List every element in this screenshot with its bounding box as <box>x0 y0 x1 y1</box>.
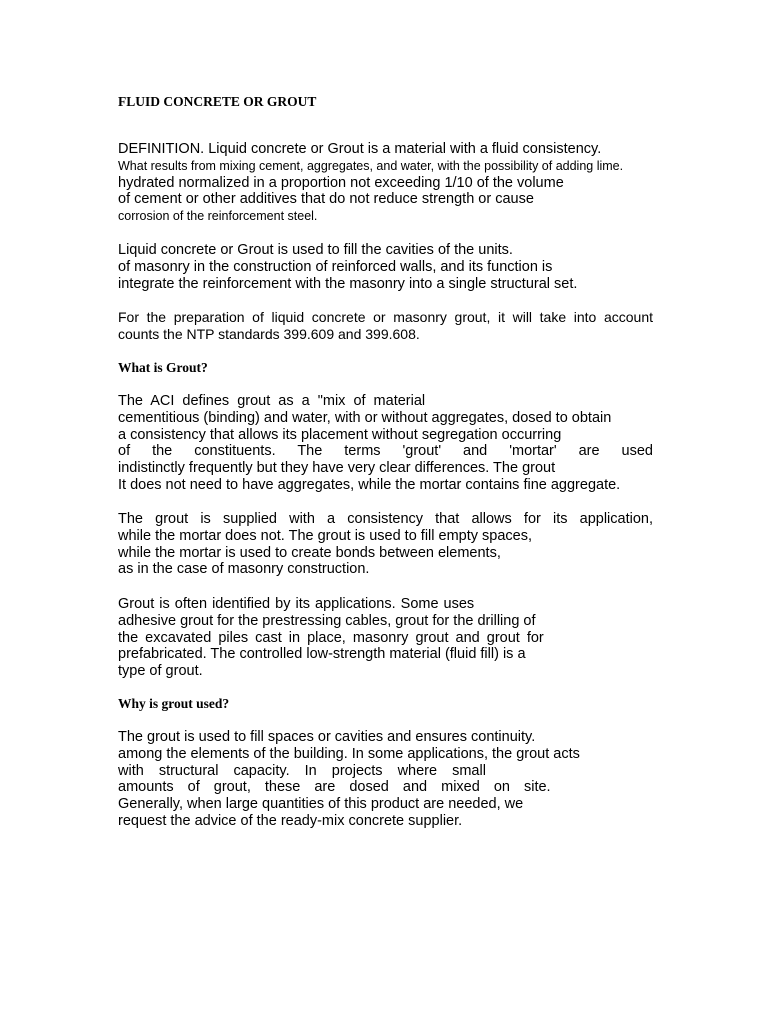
text-line: The ACI defines grout as a "mix of material <box>118 393 426 409</box>
use-paragraph <box>118 242 577 292</box>
section-heading-what-is-grout: What is Grout? <box>118 360 208 375</box>
text-line: integrate the reinforcement with the masonry into a single structural set. <box>118 275 578 292</box>
text-line: prefabricated. The controlled low-strength material (fluid fill) is a <box>118 646 526 663</box>
standards-paragraph <box>118 309 653 343</box>
text-line: It does not need to have aggregates, while the mortar contains fine aggregate. <box>118 476 621 493</box>
aci-definition-paragraph <box>118 393 653 494</box>
text-line: DEFINITION. Liquid concrete or Grout is a material with a fluid consistency. <box>118 141 602 157</box>
text-line: of cement or other additives that do not reduce strength or cause <box>118 191 534 208</box>
text-line: Grout is often identified by its applications. Some uses <box>118 596 475 612</box>
text-line: The grout is used to fill spaces or cavities and ensures continuity. <box>118 729 536 745</box>
text-line: indistinctly frequently but they have very clear differences. The grout <box>118 460 556 477</box>
text-line: with structural capacity. In projects where small <box>118 762 486 779</box>
text-line: amounts of grout, these are dosed and mixed on site. <box>118 779 551 796</box>
text-line: cementitious (binding) and water, with or without aggregates, dosed to obtain <box>118 409 612 426</box>
section-heading-why-grout-used: Why is grout used? <box>118 696 230 711</box>
text-line: among the elements of the building. In some applications, the grout acts <box>118 745 580 762</box>
text-line: the excavated piles cast in place, masonry grout and grout for <box>118 629 544 646</box>
definition-paragraph <box>118 141 623 225</box>
text-line: a consistency that allows its placement without segregation occurring <box>118 426 562 443</box>
text-line: corrosion of the reinforcement steel. <box>118 209 318 224</box>
supply-paragraph <box>118 511 653 578</box>
text-line: The grout is supplied with a consistency that allows for its application, <box>118 511 653 527</box>
text-line: What results from mixing cement, aggregates, and water, with the possibility of adding lime. <box>118 158 624 173</box>
applications-paragraph <box>118 596 544 680</box>
text-line: of the constituents. The terms 'grout' and 'mortar' are used <box>118 443 653 460</box>
text-line: as in the case of masonry construction. <box>118 561 370 578</box>
text-line <box>118 663 544 680</box>
text-line: while the mortar does not. The grout is used to fill empty spaces, <box>118 527 532 544</box>
text-line: while the mortar is used to create bonds between elements, <box>118 544 501 561</box>
text-line: hydrated normalized in a proportion not exceeding 1/10 of the volume <box>118 174 564 191</box>
text-line: Liquid concrete or Grout is used to fill the cavities of the units. <box>118 242 513 258</box>
text-fragment: type of grout. <box>118 663 203 680</box>
text-line: For the preparation of liquid concrete or masonry grout, it will take into account <box>118 309 653 325</box>
text-line: of masonry in the construction of reinforced walls, and its function is <box>118 258 553 275</box>
text-line: adhesive grout for the prestressing cables, grout for the drilling of <box>118 612 536 629</box>
text-line: counts the NTP standards 399.609 and 399.608. <box>118 325 420 342</box>
text-line: request the advice of the ready-mix concrete supplier. <box>118 812 463 829</box>
why-paragraph <box>118 729 580 830</box>
document-title: FLUID CONCRETE OR GROUT <box>118 94 317 109</box>
text-line: Generally, when large quantities of this product are needed, we <box>118 796 524 813</box>
